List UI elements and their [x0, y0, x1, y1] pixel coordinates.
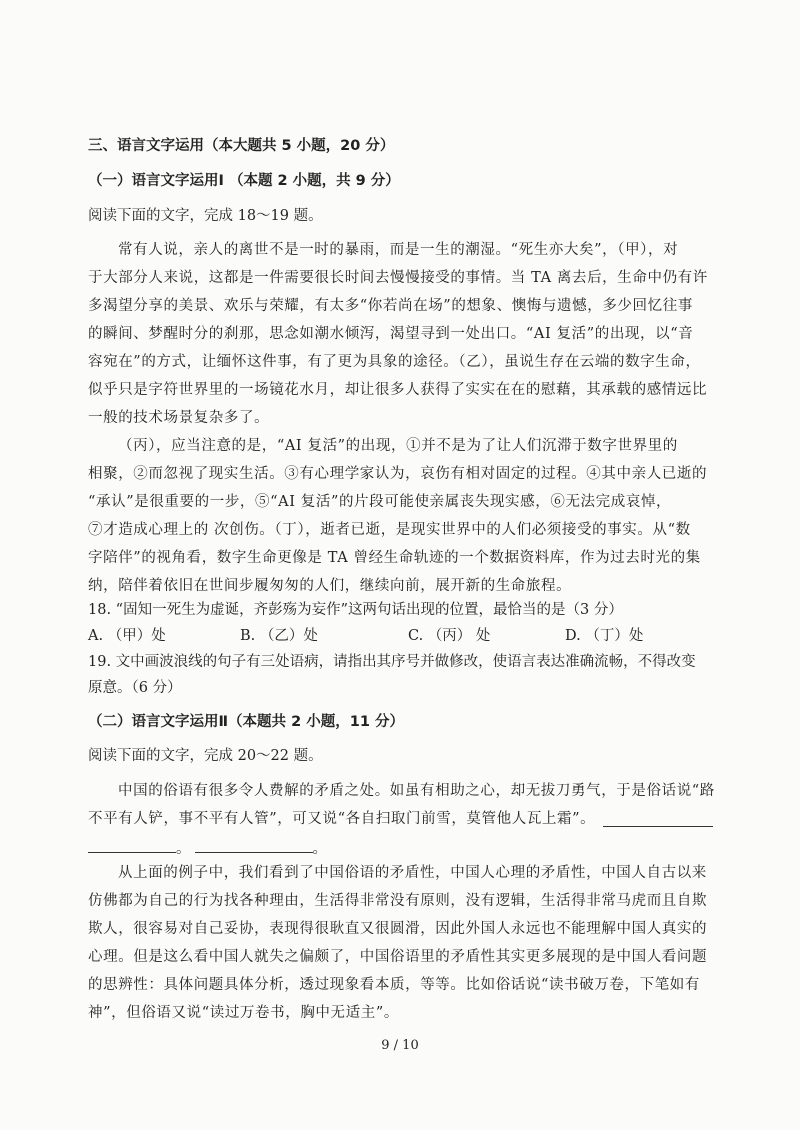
passage1-line: “承认”是很重要的一步，⑤“AI 复活”的片段可能使亲属丧失现实感，⑥无法完成哀悼，: [88, 494, 672, 510]
passage1-line: 一般的技术场景复杂多了。: [88, 410, 270, 426]
question-19-line: 19. 文中画波浪线的句子有三处语病，请指出其序号并做修改，使语言表达准确流畅，不得改变: [88, 654, 696, 670]
passage1-line: 的瞬间、梦醒时分的刹那，思念如潮水倾泻，渴望寻到一处出口。“AI 复活”的出现，以“音: [88, 326, 694, 342]
passage1-line: 相聚，②而忽视了现实生活。③有心理学家认为，哀伤有相对固定的过程。④其中亲人已逝的: [88, 466, 708, 482]
passage1-line: 字陪伴”的视角看，数字生命更像是 TA 曾经生命轨迹的一个数据资料库，作为过去时光的集: [88, 550, 701, 566]
question-18-stem: 18. “固知一死生为虚诞，齐彭殇为妄作”这两句话出现的位置，最恰当的是（3 分）: [88, 602, 623, 618]
passage2-line: 的思辨性：具体问题具体分析，透过现象看本质，等等。比如俗话说“读书破万卷，下笔如有: [88, 977, 701, 993]
q18-option-a: A. （甲）处: [88, 628, 166, 644]
answer-blank[interactable]: [88, 838, 176, 853]
passage1-line: 似乎只是字符世界里的一场镜花水月，却让很多人获得了实实在在的慰藉，其承载的感情远比: [88, 382, 708, 398]
passage2-line: 神”，但俗语又说“读过万卷书，胸中无适主”。: [88, 1005, 399, 1021]
question-19-line: 原意。（6 分）: [88, 680, 182, 696]
passage2-line: 中国的俗语有很多令人费解的矛盾之处。如虽有相助之心，却无拔刀勇气，于是俗话说“路: [118, 783, 715, 799]
blank-answer-line: [88, 838, 708, 859]
page-number: 9 / 10: [381, 1038, 419, 1053]
part2-instruction: 阅读下面的文字，完成 20～22 题。: [88, 748, 323, 764]
q18-option-c: C. （丙） 处: [408, 628, 491, 644]
section-heading: 三、语言文字运用（本大题共 5 小题，20 分）: [88, 138, 395, 154]
passage2-line: 从上面的例子中，我们看到了中国俗语的矛盾性，中国人心理的矛盾性，中国人自古以来: [118, 865, 707, 881]
answer-blank[interactable]: [195, 838, 313, 853]
passage2-line: 仿佛都为自己的行为找各种理由，生活得非常没有原则，没有逻辑，生活得非常马虎而且自欺: [88, 893, 708, 909]
blank-separator: 。: [312, 841, 327, 857]
passage1-line: ⑦才造成心理上的 次创伤。（丁），逝者已逝，是现实世界中的人们必须接受的事实。从“数: [88, 522, 691, 538]
blank-separator: 。: [176, 841, 191, 857]
passage2-line: 心理。但是这么看中国人就失之偏颇了，中国俗语里的矛盾性其实更多展现的是中国人看问题: [88, 949, 708, 965]
passage1-line: 纳，陪伴着依旧在世间步履匆匆的人们，继续向前，展开新的生命旅程。: [88, 578, 572, 594]
answer-blank[interactable]: [603, 812, 713, 827]
q18-option-b: B. （乙）处: [240, 628, 318, 644]
passage1-line: 容宛在”的方式，让缅怀这件事，有了更为具象的途径。（乙），虽说生存在云端的数字生命，: [88, 354, 701, 370]
q18-option-d: D. （丁）处: [565, 628, 644, 644]
passage1-line: （丙），应当注意的是，“AI 复活”的出现，①并不是为了让人们沉滞于数字世界里的: [118, 438, 678, 454]
passage1-line: 常有人说，亲人的离世不是一时的暴雨，而是一生的潮湿。“死生亦大矣”，（甲），对: [118, 242, 679, 258]
part2-heading: （二）语言文字运用Ⅱ（本题共 2 小题，11 分）: [88, 714, 404, 730]
part1-instruction: 阅读下面的文字，完成 18～19 题。: [88, 208, 323, 224]
passage1-line: 于大部分人来说，这都是一件需要很长时间去慢慢接受的事情。当 TA 离去后，生命中仍有许: [88, 270, 708, 286]
part1-heading: （一）语言文字运用Ⅰ （本题 2 小题，共 9 分）: [88, 173, 400, 189]
passage2-line: 不平有人铲，事不平有人管”，可又说“各自扫取门前雪，莫管他人瓦上霜”。: [88, 811, 596, 827]
passage1-line: 多渴望分享的美景、欢乐与荣耀，有太多“你若尚在场”的想象、懊悔与遗憾，多少回忆往事: [88, 298, 693, 314]
passage2-line: 欺人，很容易对自己妥协，表现得很耿直又很圆滑，因此外国人永远也不能理解中国人真实的: [88, 921, 708, 937]
